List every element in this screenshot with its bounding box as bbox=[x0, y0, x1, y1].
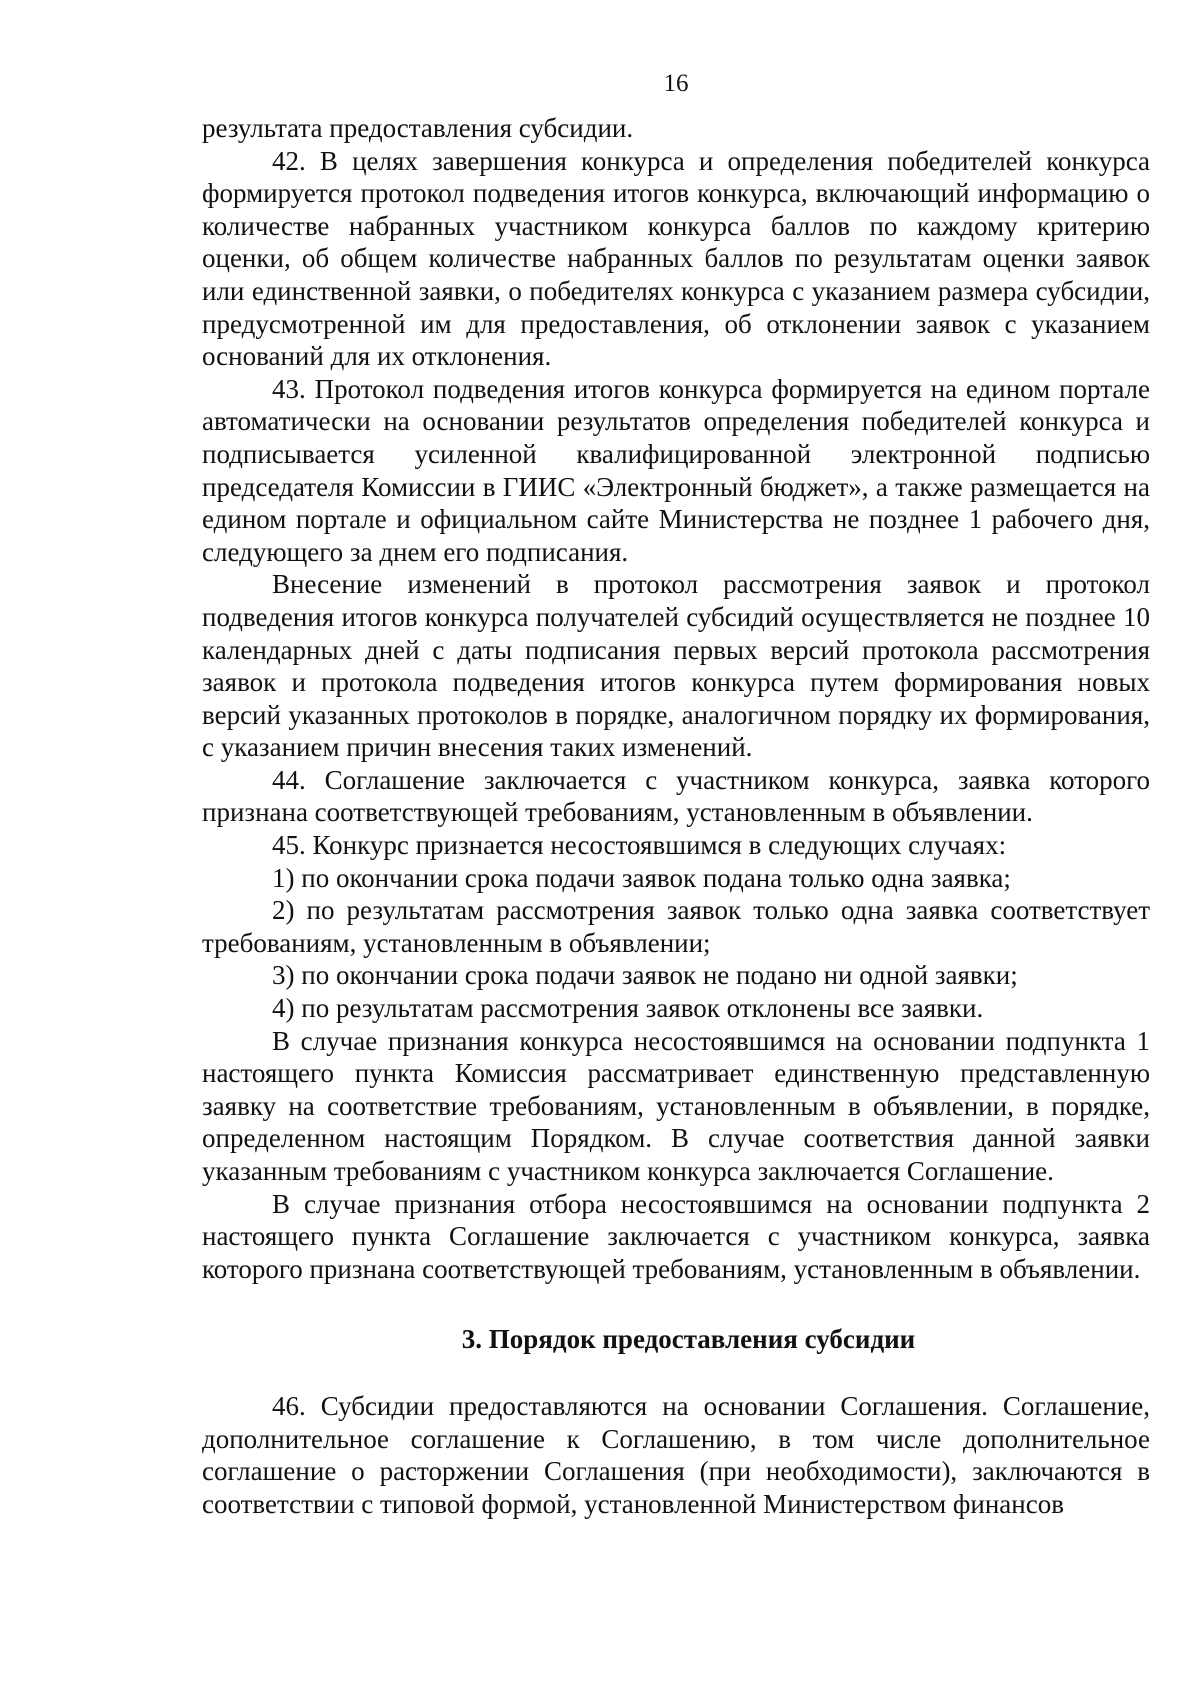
list-item-1: 1) по окончании срока подачи заявок подана только одна заявка; bbox=[272, 862, 1011, 893]
section-heading: 3. Порядок предоставления субсидии bbox=[461, 1324, 916, 1355]
paragraph-case-subitem-2: В случае признания отбора несостоявшимся на основании подпункта 2 настоящего пункта Соглашение заключается с участником конкурса, заявка которого признана соответствующей требованиям, установленным в объявлении. bbox=[202, 1188, 1150, 1284]
list-item-2: 2) по результатам рассмотрения заявок только одна заявка соответствует требованиям, установленным в объявлении; bbox=[202, 895, 1150, 958]
paragraph-item-46: 46. Субсидии предоставляются на основании Соглашения. Соглашение, дополнительное соглашение к Соглашению, в том числе дополнительное соглашение о расторжении Соглашения (при необходимости), заключаются в соответствии с типовой формой, установленной Министерством финансов bbox=[202, 1390, 1150, 1519]
paragraph-protocol-changes: Внесение изменений в протокол рассмотрения заявок и протокол подведения итогов конкурса получателей субсидий осуществляется не позднее 10 календарных дней с даты подписания первых версий протокола рассмотрения заявок и протокола подведения итогов конкурса путем формирования новых версий указанных протоколов в порядке, аналогичном порядку их формирования, с указанием причин внесения таких изменений. bbox=[202, 569, 1150, 763]
paragraph-item-43: 43. Протокол подведения итогов конкурса формируется на едином портале автоматически на основании результатов определения победителей конкурса и подписывается усиленной квалифицированной электронной подписью председателя Комиссии в ГИИС «Электронный бюджет», а также размещается на едином портале и официальном сайте Министерства не позднее 1 рабочего дня, следующего за днем его подписания. bbox=[202, 373, 1150, 567]
list-item-4: 4) по результатам рассмотрения заявок отклонены все заявки. bbox=[272, 993, 984, 1024]
list-item-3: 3) по окончании срока подачи заявок не подано ни одной заявки; bbox=[272, 960, 1018, 991]
document-page bbox=[202, 68, 1150, 1520]
paragraph-item-45: 45. Конкурс признается несостоявшимся в следующих случаях: bbox=[272, 830, 1007, 861]
paragraph-case-subitem-1: В случае признания конкурса несостоявшимся на основании подпункта 1 настоящего пункта Комиссия рассматривает единственную представленную заявку на соответствие требованиям, установленным в объявлении, в порядке, определенном настоящим Порядком. В случае соответствия данной заявки указанным требованиям с участником конкурса заключается Соглашение. bbox=[202, 1025, 1150, 1186]
paragraph-item-42: 42. В целях завершения конкурса и определения победителей конкурса формируется протокол подведения итогов конкурса, включающий информацию о количестве набранных участником конкурса баллов по каждому критерию оценки, об общем количестве набранных баллов по результатам оценки заявок или единственной заявки, о победителях конкурса с указанием размера субсидии, предусмотренной им для предоставления, об отклонении заявок с указанием оснований для их отклонения. bbox=[202, 145, 1150, 372]
page-number: 16 bbox=[663, 70, 689, 97]
paragraph-item-44: 44. Соглашение заключается с участником конкурса, заявка которого признана соответствующей требованиям, установленным в объявлении. bbox=[202, 764, 1150, 828]
paragraph-continuation: результата предоставления субсидии. bbox=[202, 113, 634, 143]
